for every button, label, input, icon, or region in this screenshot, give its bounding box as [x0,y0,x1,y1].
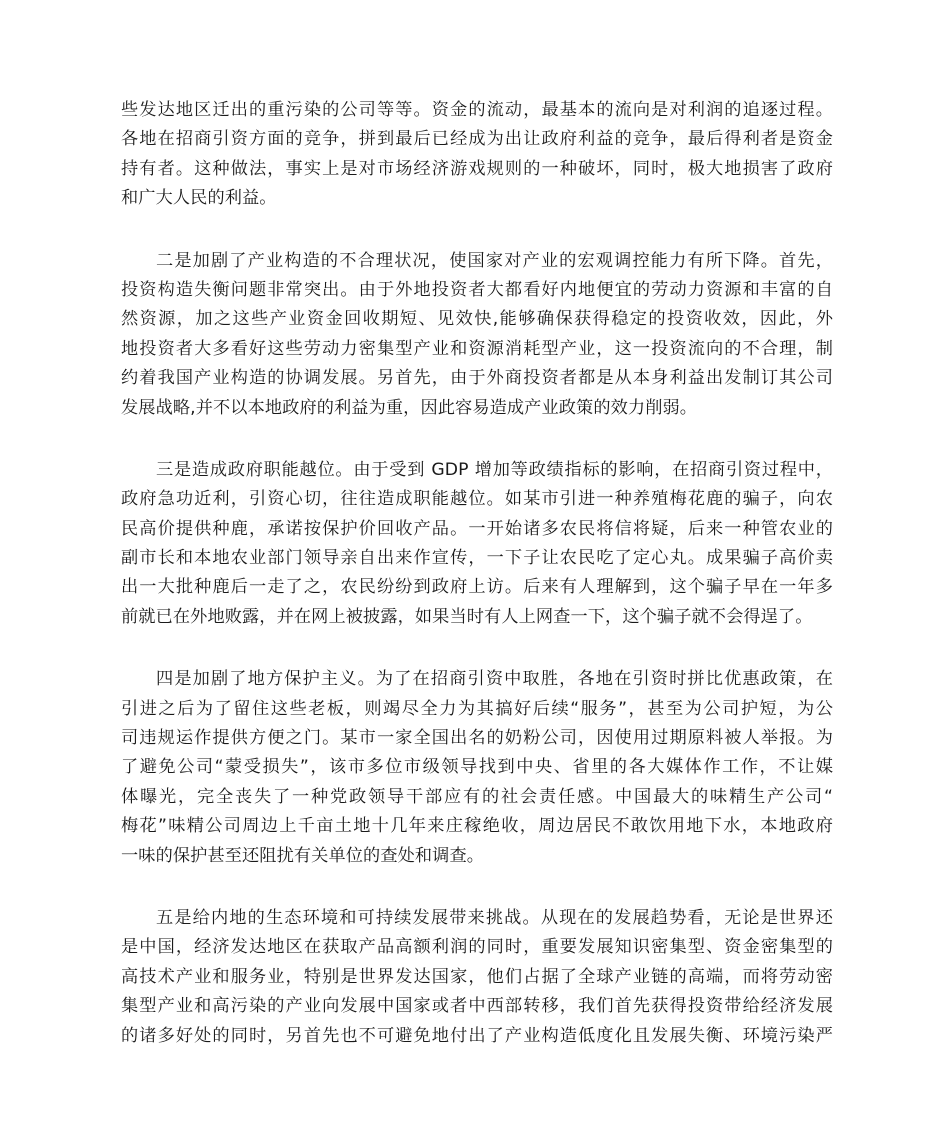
text-line: 些发达地区迁出的重污染的公司等等。资金的流动，最基本的流向是对利润的追逐过程。 [121,100,833,120]
paragraph-continuation [121,96,833,214]
text-line: 前就已在外地败露，并在网上被披露，如果当时有人上网查一下，这个骗子就不会得逞了。 [121,606,813,627]
text-line: 投资构造失衡问题非常突出。由于外地投资者大都看好内地便宜的劳动力资源和丰富的自 [121,279,833,300]
text-line: 引进之后为了留住这些老板，则竭尽全力为其搞好后续“服务”，甚至为公司护短，为公 [121,698,833,719]
text-line: 了避免公司“蒙受损失”，该市多位市级领导找到中央、省里的各大媒体作工作，不让媒 [121,757,833,778]
text-line: 高技术产业和服务业，特别是世界发达国家，他们占据了全球产业链的高端，而将劳动密 [121,966,833,987]
text-line: 持有者。这种做法，事实上是对市场经济游戏规则的一种破坏，同时，极大地损害了政府 [121,158,833,179]
text-line: 集型产业和高污染的产业向发展中国家或者中西部转移，我们首先获得投资带给经济发展 [121,996,833,1017]
paragraph-point-three [121,456,833,632]
text-line: 体曝光，完全丧失了一种党政领导干部应有的社会责任感。中国最大的味精生产公司“ [121,786,833,807]
text-line: 发展战略,并不以本地政府的利益为重，因此容易造成产业政策的效力削弱。 [121,397,698,418]
text-line: 的诸多好处的同时，另首先也不可避免地付出了产业构造低度化且发展失衡、环境污染严 [121,1025,833,1046]
text-line: 约着我国产业构造的协调发展。另首先，由于外商投资者都是从本身利益出发制订其公司 [121,368,833,389]
text-line: 四是加剧了地方保护主义。为了在招商引资中取胜，各地在引资时拼比优惠政策，在 [156,669,833,690]
paragraph-point-two [121,247,833,423]
text-line: 民高价提供种鹿，承诺按保护价回收产品。一开始诸多农民将信将疑，后来一种管农业的 [121,518,833,539]
text-line: 是中国，经济发达地区在获取产品高额利润的同时，重要发展知识密集型、资金密集型的 [121,937,833,958]
paragraph-point-four [121,665,833,871]
paragraph-point-five [121,904,833,1051]
text-line: 出一大批种鹿后一走了之，农民纷纷到政府上访。后来有人理解到，这个骗子早在一年多 [121,577,833,598]
text-line: 二是加剧了产业构造的不合理状况，使国家对产业的宏观调控能力有所下降。首先， [156,250,833,271]
text-line: 政府急功近利，引资心切，往往造成职能越位。如某市引进一种养殖梅花鹿的骗子，向农 [121,489,833,510]
text-line: 和广大人民的利益。 [121,188,277,209]
text-line: 梅花”味精公司周边上千亩土地十几年来庄稼绝收，周边居民不敢饮用地下水，本地政府 [121,816,833,837]
text-line: 地投资者大多看好这些劳动力密集型产业和资源消耗型产业，这一投资流向的不合理，制 [121,338,833,359]
text-line: 一味的保护甚至还阻扰有关单位的查处和调查。 [121,845,485,866]
text-line: 五是给内地的生态环境和可持续发展带来挑战。从现在的发展趋势看，无论是世界还 [156,907,833,928]
document-body [121,96,833,1084]
text-line: 副市长和本地农业部门领导亲自出来作宣传，一下子让农民吃了定心丸。成果骗子高价卖 [121,548,833,569]
text-line: 司违规运作提供方便之门。某市一家全国出名的奶粉公司，因使用过期原料被人举报。为 [121,728,833,749]
text-line: 然资源，加之这些产业资金回收期短、见效快,能够确保获得稳定的投资收效，因此，外 [121,309,833,330]
text-line: 各地在招商引资方面的竞争，拼到最后已经成为出让政府利益的竞争，最后得利者是资金 [121,129,833,150]
text-line: 三是造成政府职能越位。由于受到 GDP 增加等政绩指标的影响，在招商引资过程中， [156,459,833,480]
